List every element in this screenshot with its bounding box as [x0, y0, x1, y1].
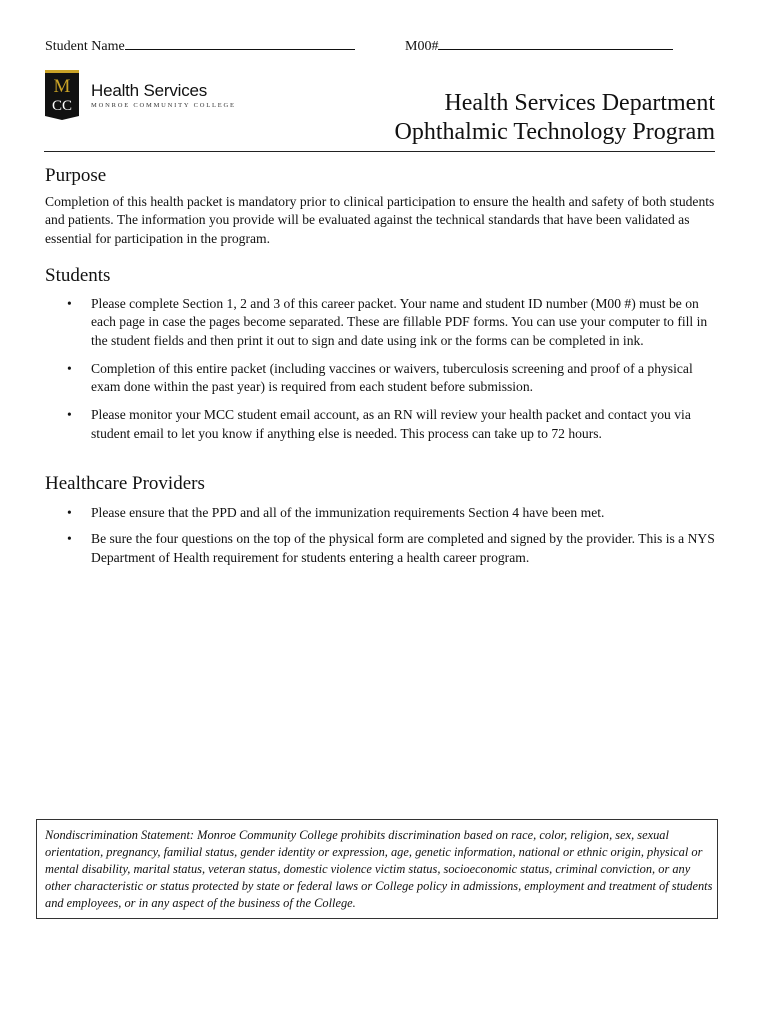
- m00-label: M00#: [405, 39, 439, 54]
- bullet-text: Please ensure that the PPD and all of the immunization requirements Section 4 have been met.: [91, 505, 605, 520]
- students-heading: Students: [45, 265, 111, 286]
- document-title-line1: Health Services Department: [444, 90, 715, 116]
- bullet-icon: •: [67, 505, 72, 520]
- list-item: [45, 360, 717, 397]
- bullet-icon: •: [67, 296, 72, 311]
- student-name-line[interactable]: [125, 36, 355, 50]
- student-name-field[interactable]: [45, 36, 355, 55]
- m00-field[interactable]: [405, 36, 673, 55]
- logo-mark-top: M: [53, 76, 71, 97]
- m00-line[interactable]: [438, 36, 673, 50]
- title-divider: [44, 151, 715, 152]
- bullet-text: Please complete Section 1, 2 and 3 of this career packet. Your name and student ID number (M00 #) must be on each page in case the pages become separated. These are fillable PDF forms. You can use your computer to fill in the student fields and then print it out to sign and date using ink or the forms can be completed in ink.: [91, 296, 708, 348]
- list-item: [45, 504, 717, 522]
- logo-title: Health Services: [91, 81, 208, 100]
- list-item: [45, 295, 717, 350]
- students-list: [45, 295, 717, 443]
- list-item: [45, 530, 717, 567]
- purpose-heading: Purpose: [45, 165, 107, 186]
- logo-subtitle: MONROE COMMUNITY COLLEGE: [91, 102, 236, 109]
- purpose-text: Completion of this health packet is mandatory prior to clinical participation to ensure the health and safety of both students and patients. The information you provide will be evaluated against the technical standards that have been validated as essential for participation in the program.: [45, 194, 715, 246]
- bullet-icon: •: [67, 531, 72, 547]
- logo-mark-bottom: CC: [51, 98, 73, 114]
- mcc-logo-icon: [45, 70, 79, 120]
- providers-heading: Healthcare Providers: [45, 473, 205, 494]
- list-item: [45, 406, 717, 443]
- document-title-line2: Ophthalmic Technology Program: [394, 119, 715, 145]
- student-name-label: Student Name: [45, 39, 125, 54]
- bullet-text: Be sure the four questions on the top of the physical form are completed and signed by the provider. This is a NYS Department of Health requirement for students entering a health career program.: [91, 531, 715, 565]
- bullet-icon: •: [67, 360, 72, 376]
- providers-list: [45, 504, 717, 567]
- nondiscrimination-statement: Nondiscrimination Statement: Monroe Community College prohibits discrimination based on race, color, religion, sex, sexual orientation, pregnancy, familial status, gender identity or expression, age, genetic information, national or ethnic origin, physical or mental disability, marital status, veteran status, domestic violence victim status, socioeconomic status, criminal conviction, or any other characteristic or status protected by state or federal laws or College policy in admissions, employment and treatment of students and employees, or in any aspect of the business of the College.: [45, 828, 713, 910]
- bullet-icon: •: [67, 407, 72, 423]
- bullet-text: Completion of this entire packet (including vaccines or waivers, tuberculosis screening and proof of a physical exam done within the past year) is required from each student before submission.: [91, 360, 693, 395]
- bullet-text: Please monitor your MCC student email account, as an RN will review your health packet and contact you via student email to let you know if anything else is needed. This process can take up to 72 hours.: [91, 407, 691, 441]
